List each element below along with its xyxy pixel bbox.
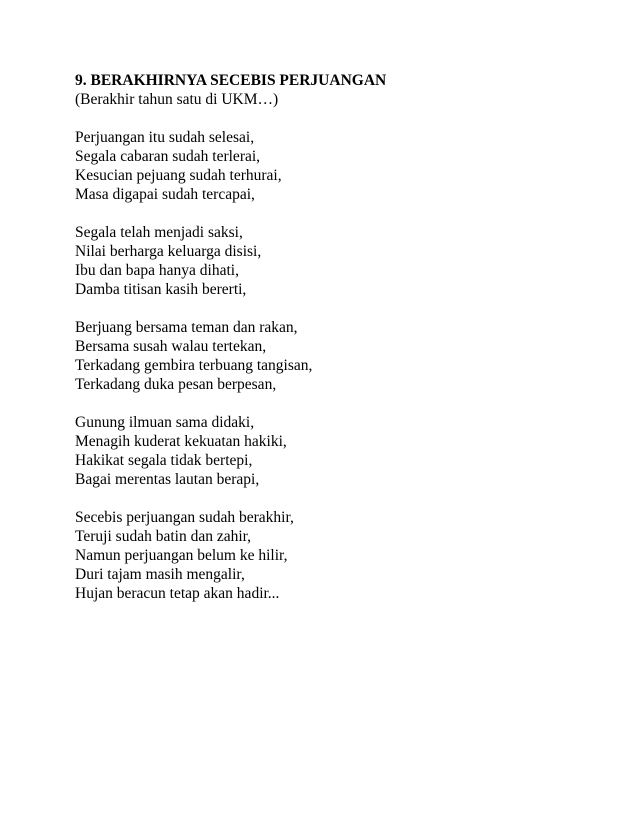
poem-line: Secebis perjuangan sudah berakhir,: [75, 509, 294, 526]
poem-line: Menagih kuderat kekuatan hakiki,: [75, 433, 287, 450]
stanza-1: [75, 128, 615, 204]
poem-line: Bersama susah walau tertekan,: [75, 338, 267, 355]
poem-line: Namun perjuangan belum ke hilir,: [75, 547, 288, 564]
poem-title: 9. BERAKHIRNYA SECEBIS PERJUANGAN: [75, 72, 387, 89]
poem-line: Terkadang duka pesan berpesan,: [75, 376, 277, 393]
poem-line: Segala cabaran sudah terlerai,: [75, 148, 261, 165]
poem-line: Masa digapai sudah tercapai,: [75, 186, 255, 203]
poem-line: Berjuang bersama teman dan rakan,: [75, 319, 298, 336]
poem-line: Hujan beracun tetap akan hadir...: [75, 585, 280, 602]
poem-line: Gunung ilmuan sama didaki,: [75, 414, 255, 431]
stanza-4: [75, 413, 615, 489]
poem-line: Bagai merentas lautan berapi,: [75, 471, 260, 488]
poem-line: Segala telah menjadi saksi,: [75, 224, 243, 241]
stanza-5: [75, 508, 615, 603]
stanza-2: [75, 223, 615, 299]
poem-line: Hakikat segala tidak bertepi,: [75, 452, 253, 469]
document-page: [75, 71, 615, 603]
poem-line: Damba titisan kasih bererti,: [75, 281, 247, 298]
stanza-3: [75, 318, 615, 394]
poem-line: Perjuangan itu sudah selesai,: [75, 129, 255, 146]
poem-line: Kesucian pejuang sudah terhurai,: [75, 167, 282, 184]
poem-line: Terkadang gembira terbuang tangisan,: [75, 357, 313, 374]
poem-line: Teruji sudah batin dan zahir,: [75, 528, 252, 545]
poem-line: Duri tajam masih mengalir,: [75, 566, 245, 583]
poem-subtitle: (Berakhir tahun satu di UKM…): [75, 91, 279, 108]
poem-line: Nilai berharga keluarga disisi,: [75, 243, 262, 260]
poem-line: Ibu dan bapa hanya dihati,: [75, 262, 239, 279]
